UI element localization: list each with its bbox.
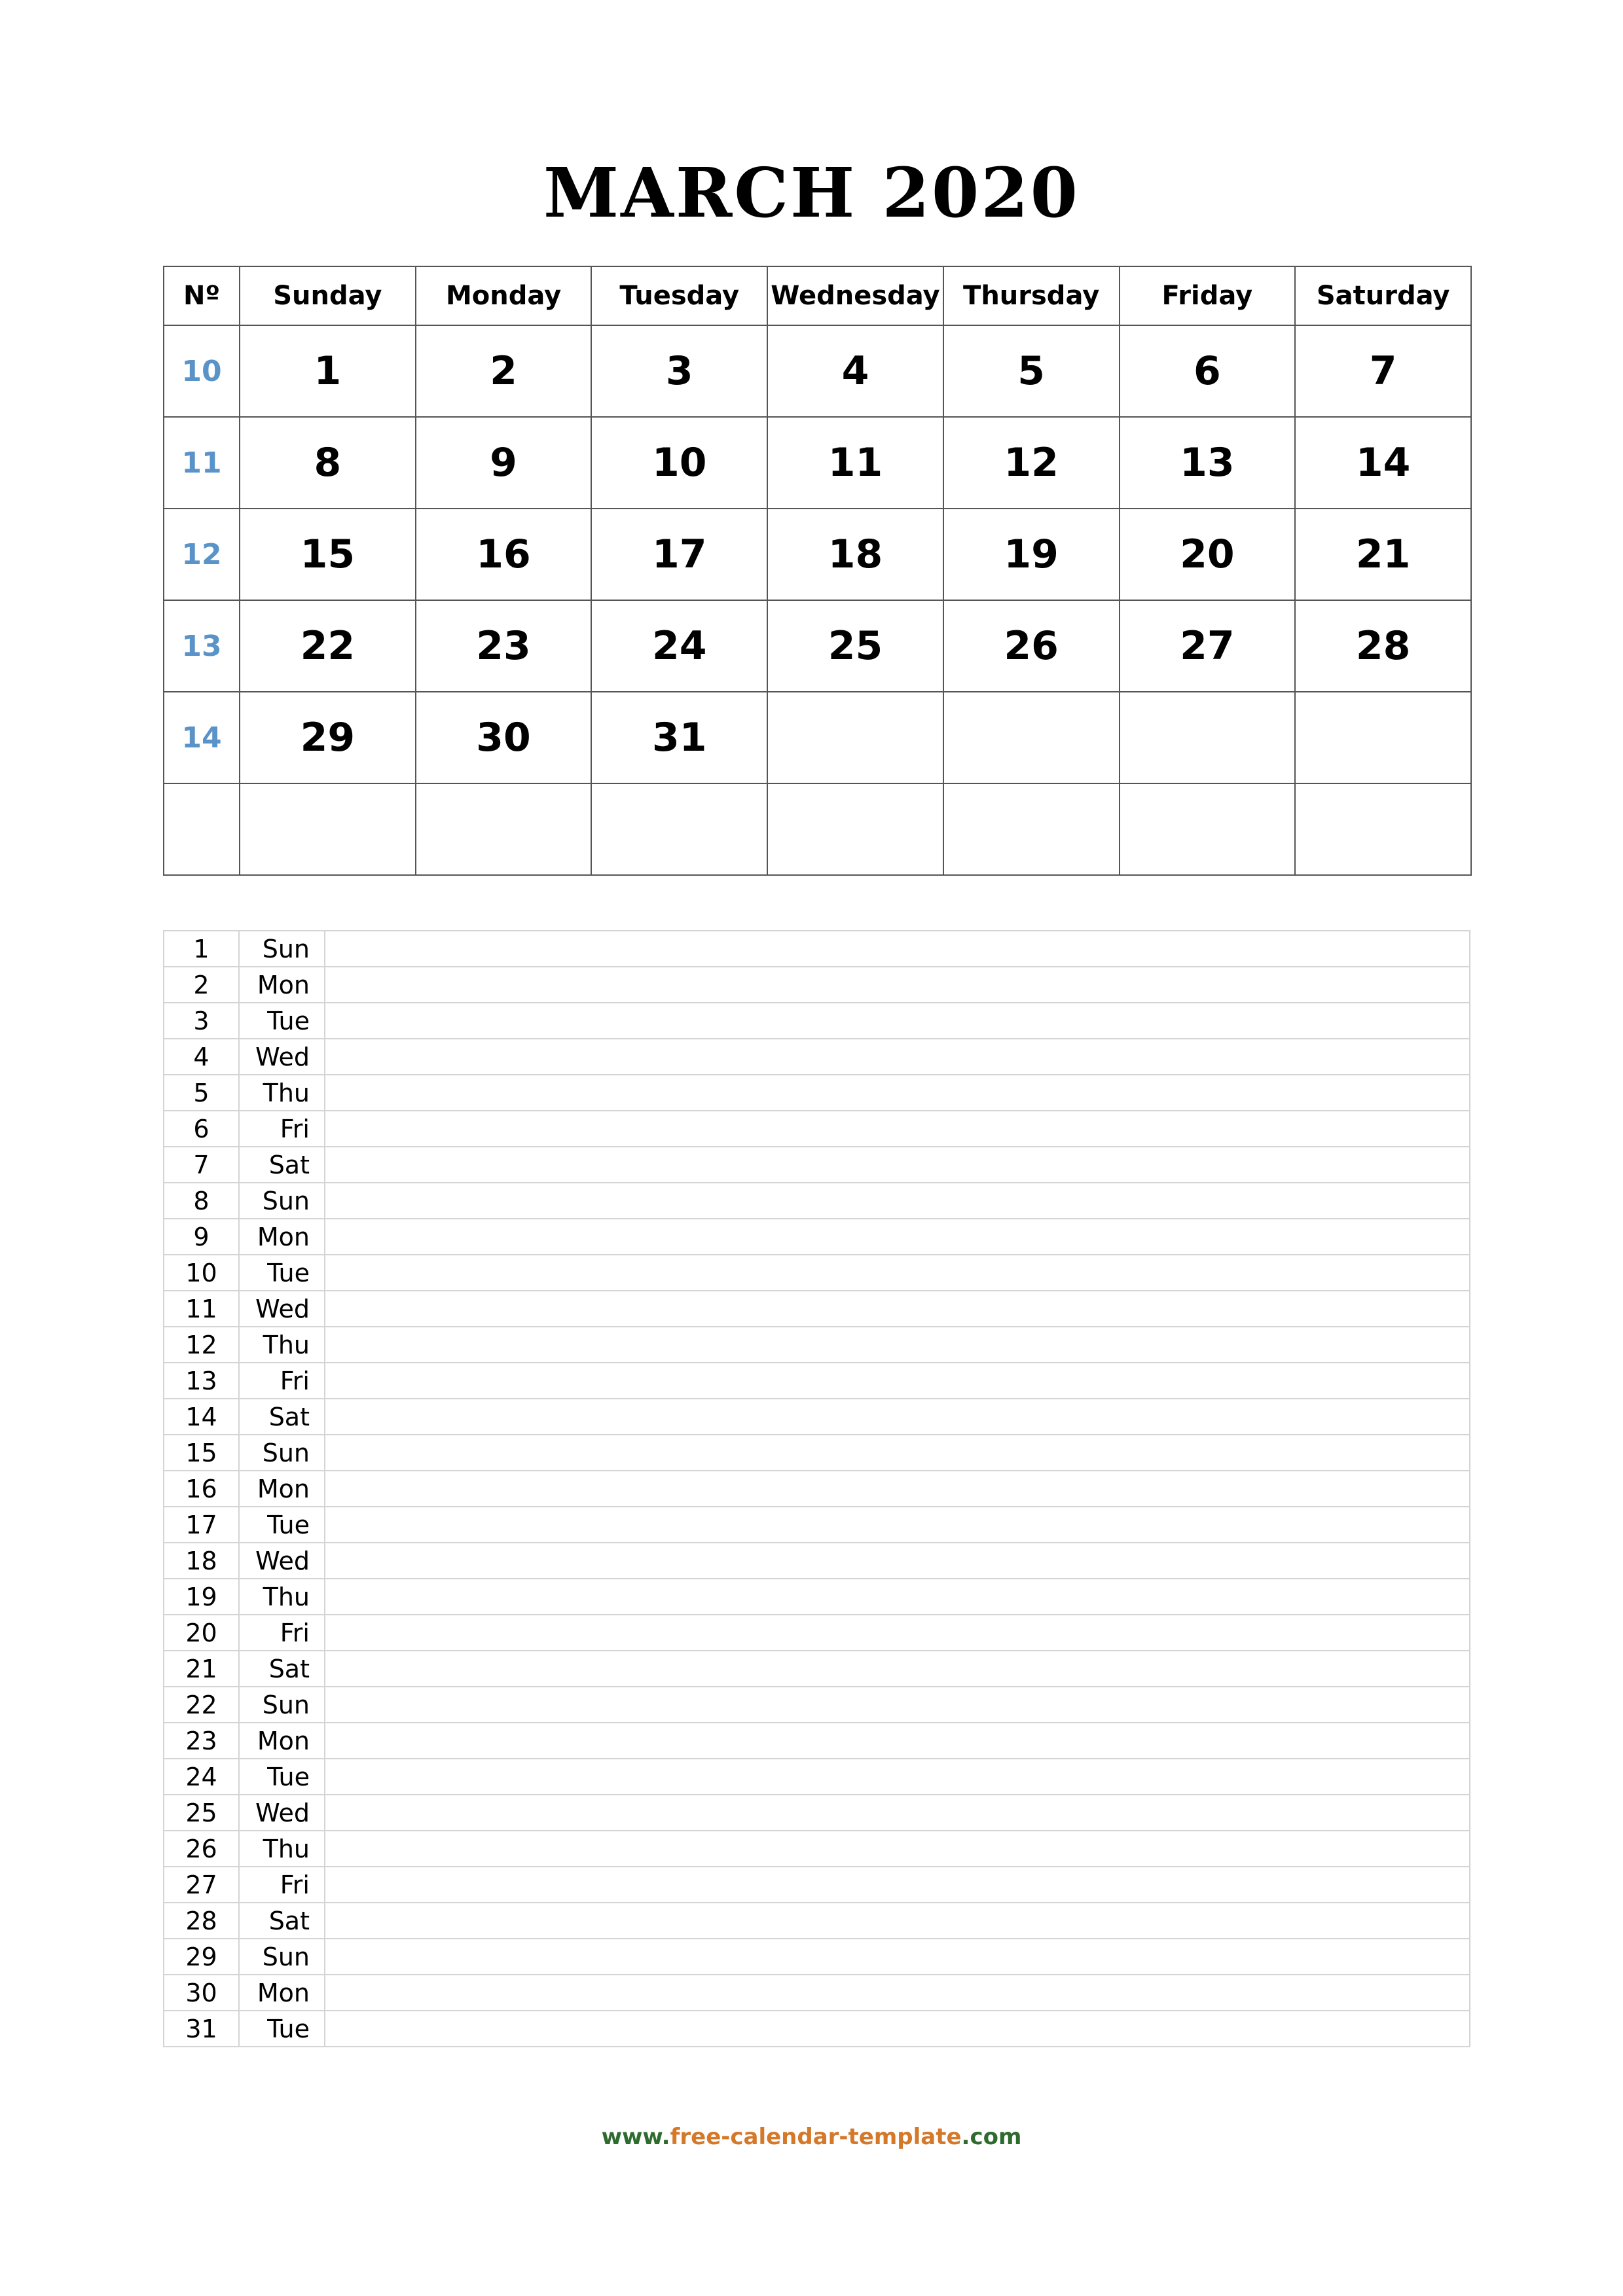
list-row	[164, 1687, 1470, 1723]
list-row	[164, 1723, 1470, 1759]
list-row	[164, 1759, 1470, 1795]
day-cell: 23	[416, 600, 592, 692]
list-day-number: 29	[164, 1939, 239, 1975]
list-row	[164, 1363, 1470, 1399]
list-row	[164, 1543, 1470, 1579]
calendar-week-row	[164, 783, 1471, 875]
list-day-name: Wed	[239, 1543, 325, 1579]
week-number: 12	[164, 509, 240, 600]
week-number	[164, 783, 240, 875]
list-day-number: 30	[164, 1975, 239, 2011]
weekday-header: Saturday	[1295, 266, 1471, 325]
list-day-name: Sun	[239, 1939, 325, 1975]
daily-notes-list	[163, 930, 1470, 2047]
calendar-week-row	[164, 600, 1471, 692]
list-day-name: Sat	[239, 1399, 325, 1435]
list-day-number: 15	[164, 1435, 239, 1471]
list-row	[164, 1507, 1470, 1543]
day-cell: 6	[1120, 325, 1296, 417]
list-note-cell	[325, 1975, 1470, 2011]
day-cell: 31	[591, 692, 767, 783]
footer-website[interactable]	[0, 2124, 1623, 2150]
weekday-header: Friday	[1120, 266, 1296, 325]
calendar-week-row	[164, 509, 1471, 600]
calendar-week-row	[164, 417, 1471, 509]
footer-prefix: www.	[601, 2124, 670, 2150]
list-day-name: Thu	[239, 1327, 325, 1363]
list-note-cell	[325, 1543, 1470, 1579]
list-day-name: Sat	[239, 1147, 325, 1183]
day-cell: 22	[240, 600, 416, 692]
list-note-cell	[325, 1219, 1470, 1255]
list-row	[164, 1579, 1470, 1615]
list-row	[164, 967, 1470, 1003]
list-note-cell	[325, 1147, 1470, 1183]
list-day-name: Fri	[239, 1111, 325, 1147]
list-note-cell	[325, 1723, 1470, 1759]
day-cell: 20	[1120, 509, 1296, 600]
day-cell: 5	[943, 325, 1120, 417]
day-cell	[767, 692, 943, 783]
day-cell: 15	[240, 509, 416, 600]
list-note-cell	[325, 1867, 1470, 1903]
list-day-number: 13	[164, 1363, 239, 1399]
list-day-name: Tue	[239, 1003, 325, 1039]
list-day-number: 3	[164, 1003, 239, 1039]
list-day-number: 4	[164, 1039, 239, 1075]
list-row	[164, 1471, 1470, 1507]
list-day-number: 18	[164, 1543, 239, 1579]
list-row	[164, 1039, 1470, 1075]
list-day-name: Fri	[239, 1615, 325, 1651]
day-cell	[767, 783, 943, 875]
list-day-number: 25	[164, 1795, 239, 1831]
list-row	[164, 931, 1470, 967]
list-day-name: Sun	[239, 1435, 325, 1471]
list-note-cell	[325, 2011, 1470, 2047]
list-day-number: 31	[164, 2011, 239, 2047]
list-day-name: Sun	[239, 1183, 325, 1219]
list-note-cell	[325, 1939, 1470, 1975]
list-day-name: Tue	[239, 1507, 325, 1543]
list-note-cell	[325, 967, 1470, 1003]
list-row	[164, 1075, 1470, 1111]
list-note-cell	[325, 1687, 1470, 1723]
day-cell	[1295, 783, 1471, 875]
list-day-name: Mon	[239, 967, 325, 1003]
weekday-header: Wednesday	[767, 266, 943, 325]
week-number: 11	[164, 417, 240, 509]
month-calendar-grid	[163, 266, 1472, 876]
day-cell	[1120, 692, 1296, 783]
week-number: 13	[164, 600, 240, 692]
day-cell: 27	[1120, 600, 1296, 692]
list-day-number: 6	[164, 1111, 239, 1147]
weekday-header: Thursday	[943, 266, 1120, 325]
list-row	[164, 1975, 1470, 2011]
list-note-cell	[325, 1471, 1470, 1507]
list-note-cell	[325, 931, 1470, 967]
list-day-number: 21	[164, 1651, 239, 1687]
day-cell: 30	[416, 692, 592, 783]
day-cell: 26	[943, 600, 1120, 692]
list-day-name: Tue	[239, 2011, 325, 2047]
week-number-header: Nº	[164, 266, 240, 325]
day-cell	[591, 783, 767, 875]
day-cell: 18	[767, 509, 943, 600]
list-note-cell	[325, 1003, 1470, 1039]
list-row	[164, 1399, 1470, 1435]
list-day-name: Wed	[239, 1291, 325, 1327]
day-cell	[943, 692, 1120, 783]
list-day-number: 2	[164, 967, 239, 1003]
list-day-name: Thu	[239, 1579, 325, 1615]
list-day-name: Sun	[239, 1687, 325, 1723]
list-row	[164, 1435, 1470, 1471]
list-note-cell	[325, 1039, 1470, 1075]
day-cell: 8	[240, 417, 416, 509]
calendar-header-row	[164, 266, 1471, 325]
list-note-cell	[325, 1651, 1470, 1687]
list-day-name: Thu	[239, 1075, 325, 1111]
list-note-cell	[325, 1435, 1470, 1471]
list-day-name: Fri	[239, 1363, 325, 1399]
list-day-number: 22	[164, 1687, 239, 1723]
day-cell: 25	[767, 600, 943, 692]
list-day-name: Tue	[239, 1255, 325, 1291]
day-cell: 17	[591, 509, 767, 600]
day-cell	[416, 783, 592, 875]
day-cell	[240, 783, 416, 875]
list-row	[164, 1939, 1470, 1975]
day-cell: 16	[416, 509, 592, 600]
day-cell: 13	[1120, 417, 1296, 509]
list-day-number: 8	[164, 1183, 239, 1219]
list-day-name: Mon	[239, 1471, 325, 1507]
list-row	[164, 1147, 1470, 1183]
list-note-cell	[325, 1615, 1470, 1651]
list-day-number: 27	[164, 1867, 239, 1903]
day-cell: 3	[591, 325, 767, 417]
list-note-cell	[325, 1759, 1470, 1795]
list-note-cell	[325, 1075, 1470, 1111]
list-day-name: Mon	[239, 1723, 325, 1759]
list-note-cell	[325, 1831, 1470, 1867]
day-cell: 29	[240, 692, 416, 783]
list-row	[164, 1003, 1470, 1039]
list-day-name: Mon	[239, 1975, 325, 2011]
day-cell: 7	[1295, 325, 1471, 417]
day-cell: 10	[591, 417, 767, 509]
list-note-cell	[325, 1291, 1470, 1327]
list-day-name: Sun	[239, 931, 325, 967]
list-day-number: 24	[164, 1759, 239, 1795]
list-note-cell	[325, 1507, 1470, 1543]
list-row	[164, 1255, 1470, 1291]
list-day-number: 5	[164, 1075, 239, 1111]
list-row	[164, 1795, 1470, 1831]
list-day-number: 19	[164, 1579, 239, 1615]
list-day-number: 28	[164, 1903, 239, 1939]
weekday-header: Tuesday	[591, 266, 767, 325]
list-row	[164, 1291, 1470, 1327]
list-row	[164, 1903, 1470, 1939]
list-row	[164, 1867, 1470, 1903]
list-day-name: Wed	[239, 1795, 325, 1831]
list-day-number: 9	[164, 1219, 239, 1255]
day-cell: 19	[943, 509, 1120, 600]
list-note-cell	[325, 1399, 1470, 1435]
list-row	[164, 1615, 1470, 1651]
weekday-header: Sunday	[240, 266, 416, 325]
list-day-number: 17	[164, 1507, 239, 1543]
list-day-name: Sat	[239, 1903, 325, 1939]
list-day-name: Thu	[239, 1831, 325, 1867]
list-day-number: 20	[164, 1615, 239, 1651]
list-day-name: Mon	[239, 1219, 325, 1255]
list-note-cell	[325, 1903, 1470, 1939]
list-row	[164, 1651, 1470, 1687]
day-cell: 12	[943, 417, 1120, 509]
list-day-number: 23	[164, 1723, 239, 1759]
day-cell: 24	[591, 600, 767, 692]
calendar-week-row	[164, 692, 1471, 783]
list-day-name: Sat	[239, 1651, 325, 1687]
day-cell: 21	[1295, 509, 1471, 600]
list-day-number: 1	[164, 931, 239, 967]
weekday-header: Monday	[416, 266, 592, 325]
list-day-number: 14	[164, 1399, 239, 1435]
page-title: MARCH 2020	[543, 152, 1080, 233]
list-row	[164, 2011, 1470, 2047]
list-note-cell	[325, 1363, 1470, 1399]
list-note-cell	[325, 1111, 1470, 1147]
day-cell: 2	[416, 325, 592, 417]
list-day-number: 16	[164, 1471, 239, 1507]
day-cell: 4	[767, 325, 943, 417]
list-row	[164, 1219, 1470, 1255]
calendar-week-row	[164, 325, 1471, 417]
list-day-number: 12	[164, 1327, 239, 1363]
list-day-number: 11	[164, 1291, 239, 1327]
list-day-number: 10	[164, 1255, 239, 1291]
list-day-name: Wed	[239, 1039, 325, 1075]
list-note-cell	[325, 1255, 1470, 1291]
list-row	[164, 1183, 1470, 1219]
list-note-cell	[325, 1183, 1470, 1219]
list-note-cell	[325, 1327, 1470, 1363]
day-cell	[943, 783, 1120, 875]
list-note-cell	[325, 1795, 1470, 1831]
day-cell: 11	[767, 417, 943, 509]
list-note-cell	[325, 1579, 1470, 1615]
list-day-name: Fri	[239, 1867, 325, 1903]
list-row	[164, 1831, 1470, 1867]
week-number: 10	[164, 325, 240, 417]
day-cell: 28	[1295, 600, 1471, 692]
list-day-name: Tue	[239, 1759, 325, 1795]
list-day-number: 7	[164, 1147, 239, 1183]
day-cell: 9	[416, 417, 592, 509]
footer-suffix: .com	[961, 2124, 1022, 2150]
week-number: 14	[164, 692, 240, 783]
list-row	[164, 1327, 1470, 1363]
list-row	[164, 1111, 1470, 1147]
day-cell: 14	[1295, 417, 1471, 509]
day-cell	[1120, 783, 1296, 875]
footer-name: free-calendar-template	[670, 2124, 962, 2150]
day-cell: 1	[240, 325, 416, 417]
list-day-number: 26	[164, 1831, 239, 1867]
day-cell	[1295, 692, 1471, 783]
